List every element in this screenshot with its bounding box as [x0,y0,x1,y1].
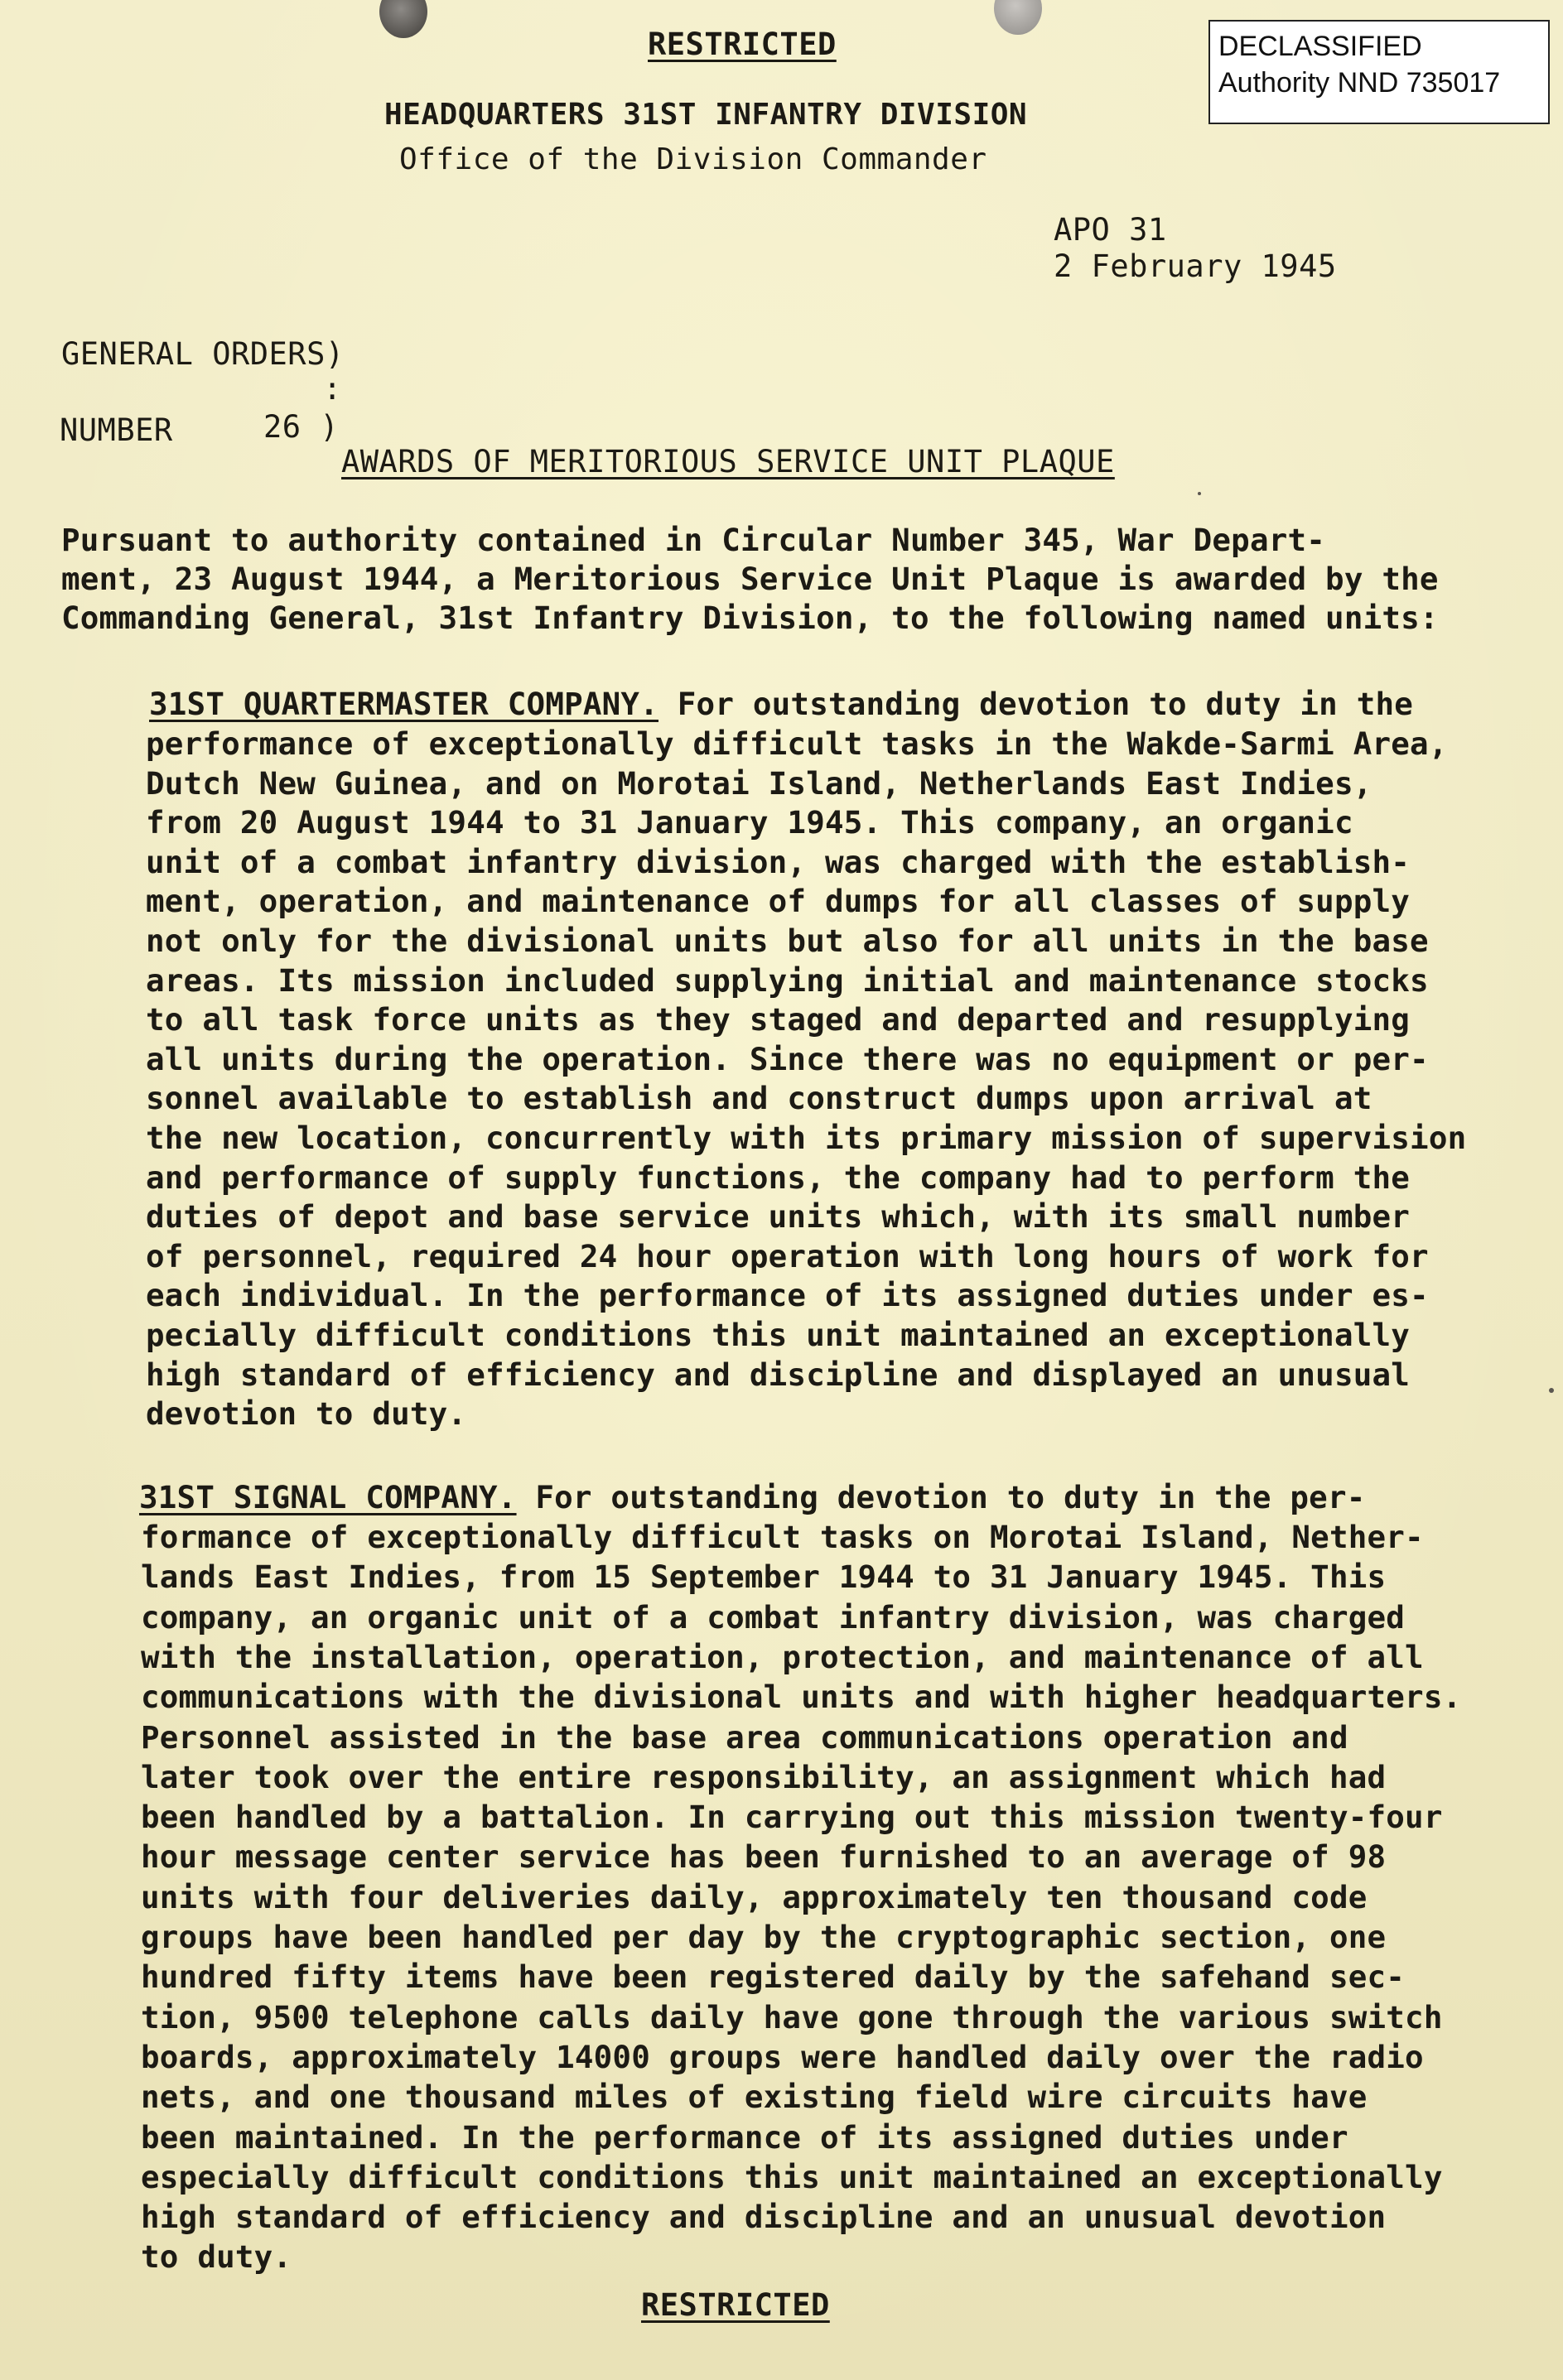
unit2-line: been handled by a battalion. In carrying out this mission twenty-four [141,1799,1443,1836]
unit2-line: with the installation, operation, protection, and maintenance of all [141,1638,1424,1675]
unit2-line: units with four deliveries daily, approximately ten thousand code [141,1878,1368,1915]
unit2-line: been maintained. In the performance of its assigned duties under [141,2118,1348,2156]
orders-subject: AWARDS OF MERITORIOUS SERVICE UNIT PLAQUE [341,444,1115,479]
unit2-line: formance of exceptionally difficult tasks on Morotai Island, Nether- [141,1519,1424,1555]
intro-line: Commanding General, 31st Infantry Division, to the following named units: [61,600,1439,636]
number-label: NUMBER [60,412,173,448]
headquarters-title: HEADQUARTERS 31ST INFANTRY DIVISION [384,98,1028,132]
unit1-line: from 20 August 1944 to 31 January 1945. This company, an organic [146,804,1353,841]
unit2-name: 31ST SIGNAL COMPANY. [139,1479,517,1515]
stamp-line-authority: Authority NND 735017 [1218,67,1501,99]
unit2-line: Personnel assisted in the base area communications operation and [141,1718,1348,1756]
punch-hole-left [379,0,427,38]
stamp-line-declassified: DECLASSIFIED [1218,31,1422,62]
unit1-line: high standard of efficiency and discipline and displayed an unusual [146,1356,1411,1393]
unit1-line: and performance of supply functions, the company had to perform the [146,1159,1411,1196]
office-title: Office of the Division Commander [399,142,987,176]
unit2-line: nets, and one thousand miles of existing field wire circuits have [141,2079,1368,2116]
classification-top: RESTRICTED [648,26,837,62]
unit2-line: company, an organic unit of a combat infantry division, was charged [141,1598,1406,1636]
intro-line: Pursuant to authority contained in Circular Number 345, War Depart- [61,522,1326,558]
declassified-stamp [1208,20,1550,124]
unit1-line: unit of a combat infantry division, was charged with the establish- [146,843,1411,880]
unit1-line: areas. Its mission included supplying initial and maintenance stocks [146,961,1429,999]
unit1-line: duties of depot and base service units which, with its small number [146,1198,1411,1236]
unit1-line: sonnel available to establish and construct dumps upon arrival at [146,1080,1372,1117]
unit1-first-line-text: For outstanding devotion to duty in the [677,686,1414,722]
unit1-line: pecially difficult conditions this unit maintained an exceptionally [146,1317,1411,1353]
unit1-line: all units during the operation. Since there was no equipment or per- [146,1040,1429,1077]
paper-speck [1198,492,1201,495]
orders-number: 26 ) [263,409,340,445]
orders-colon: : [323,371,342,407]
unit2-line: groups have been handled per day by the cryptographic section, one [141,1919,1387,1955]
unit2-line: especially difficult conditions this unit maintained an exceptionally [141,2158,1443,2195]
unit1-line: devotion to duty. [146,1395,467,1433]
unit2-first-line [139,1479,1366,1515]
paper-speck [1549,1388,1554,1393]
unit2-line: high standard of efficiency and discipline and an unusual devotion [141,2199,1387,2236]
unit2-line: communications with the divisional units and with higher headquarters. [141,1679,1462,1716]
unit1-line: the new location, concurrently with its primary mission of supervision [146,1120,1467,1156]
unit1-line: Dutch New Guinea, and on Morotai Island, Netherlands East Indies, [146,764,1372,802]
unit1-first-line [149,686,1413,722]
unit2-line: boards, approximately 14000 groups were handled daily over the radio [141,2038,1424,2075]
unit2-line: hundred fifty items have been registered daily by the safehand sec- [141,1958,1406,1996]
unit1-name: 31ST QUARTERMASTER COMPANY. [149,686,658,722]
apo-number: APO 31 [1054,212,1167,248]
unit1-line: ment, operation, and maintenance of dumps for all classes of supply [146,883,1411,920]
unit2-line: lands East Indies, from 15 September 1944 to 31 January 1945. This [141,1559,1387,1596]
unit2-line: to duty. [141,2238,292,2276]
unit1-line: each individual. In the performance of its assigned duties under es- [146,1277,1429,1314]
unit2-line: hour message center service has been furnished to an average of 98 [141,1838,1387,1876]
unit1-line: to all task force units as they staged and departed and resupplying [146,1001,1411,1038]
unit1-line: performance of exceptionally difficult tasks in the Wakde-Sarmi Area, [146,725,1448,762]
unit2-first-line-text: For outstanding devotion to duty in the per- [535,1479,1366,1515]
punch-hole-right [994,0,1042,35]
classification-bottom: RESTRICTED [641,2287,830,2323]
unit1-line: of personnel, required 24 hour operation with long hours of work for [146,1237,1429,1274]
unit2-line: tion, 9500 telephone calls daily have gone through the various switch [141,1998,1443,2036]
unit2-line: later took over the entire responsibility, an assignment which had [141,1758,1387,1795]
unit1-line: not only for the divisional units but also for all units in the base [146,923,1429,959]
intro-line: ment, 23 August 1944, a Meritorious Service Unit Plaque is awarded by the [61,561,1439,597]
general-orders-label: GENERAL ORDERS) [61,336,345,372]
order-date: 2 February 1945 [1054,248,1337,284]
